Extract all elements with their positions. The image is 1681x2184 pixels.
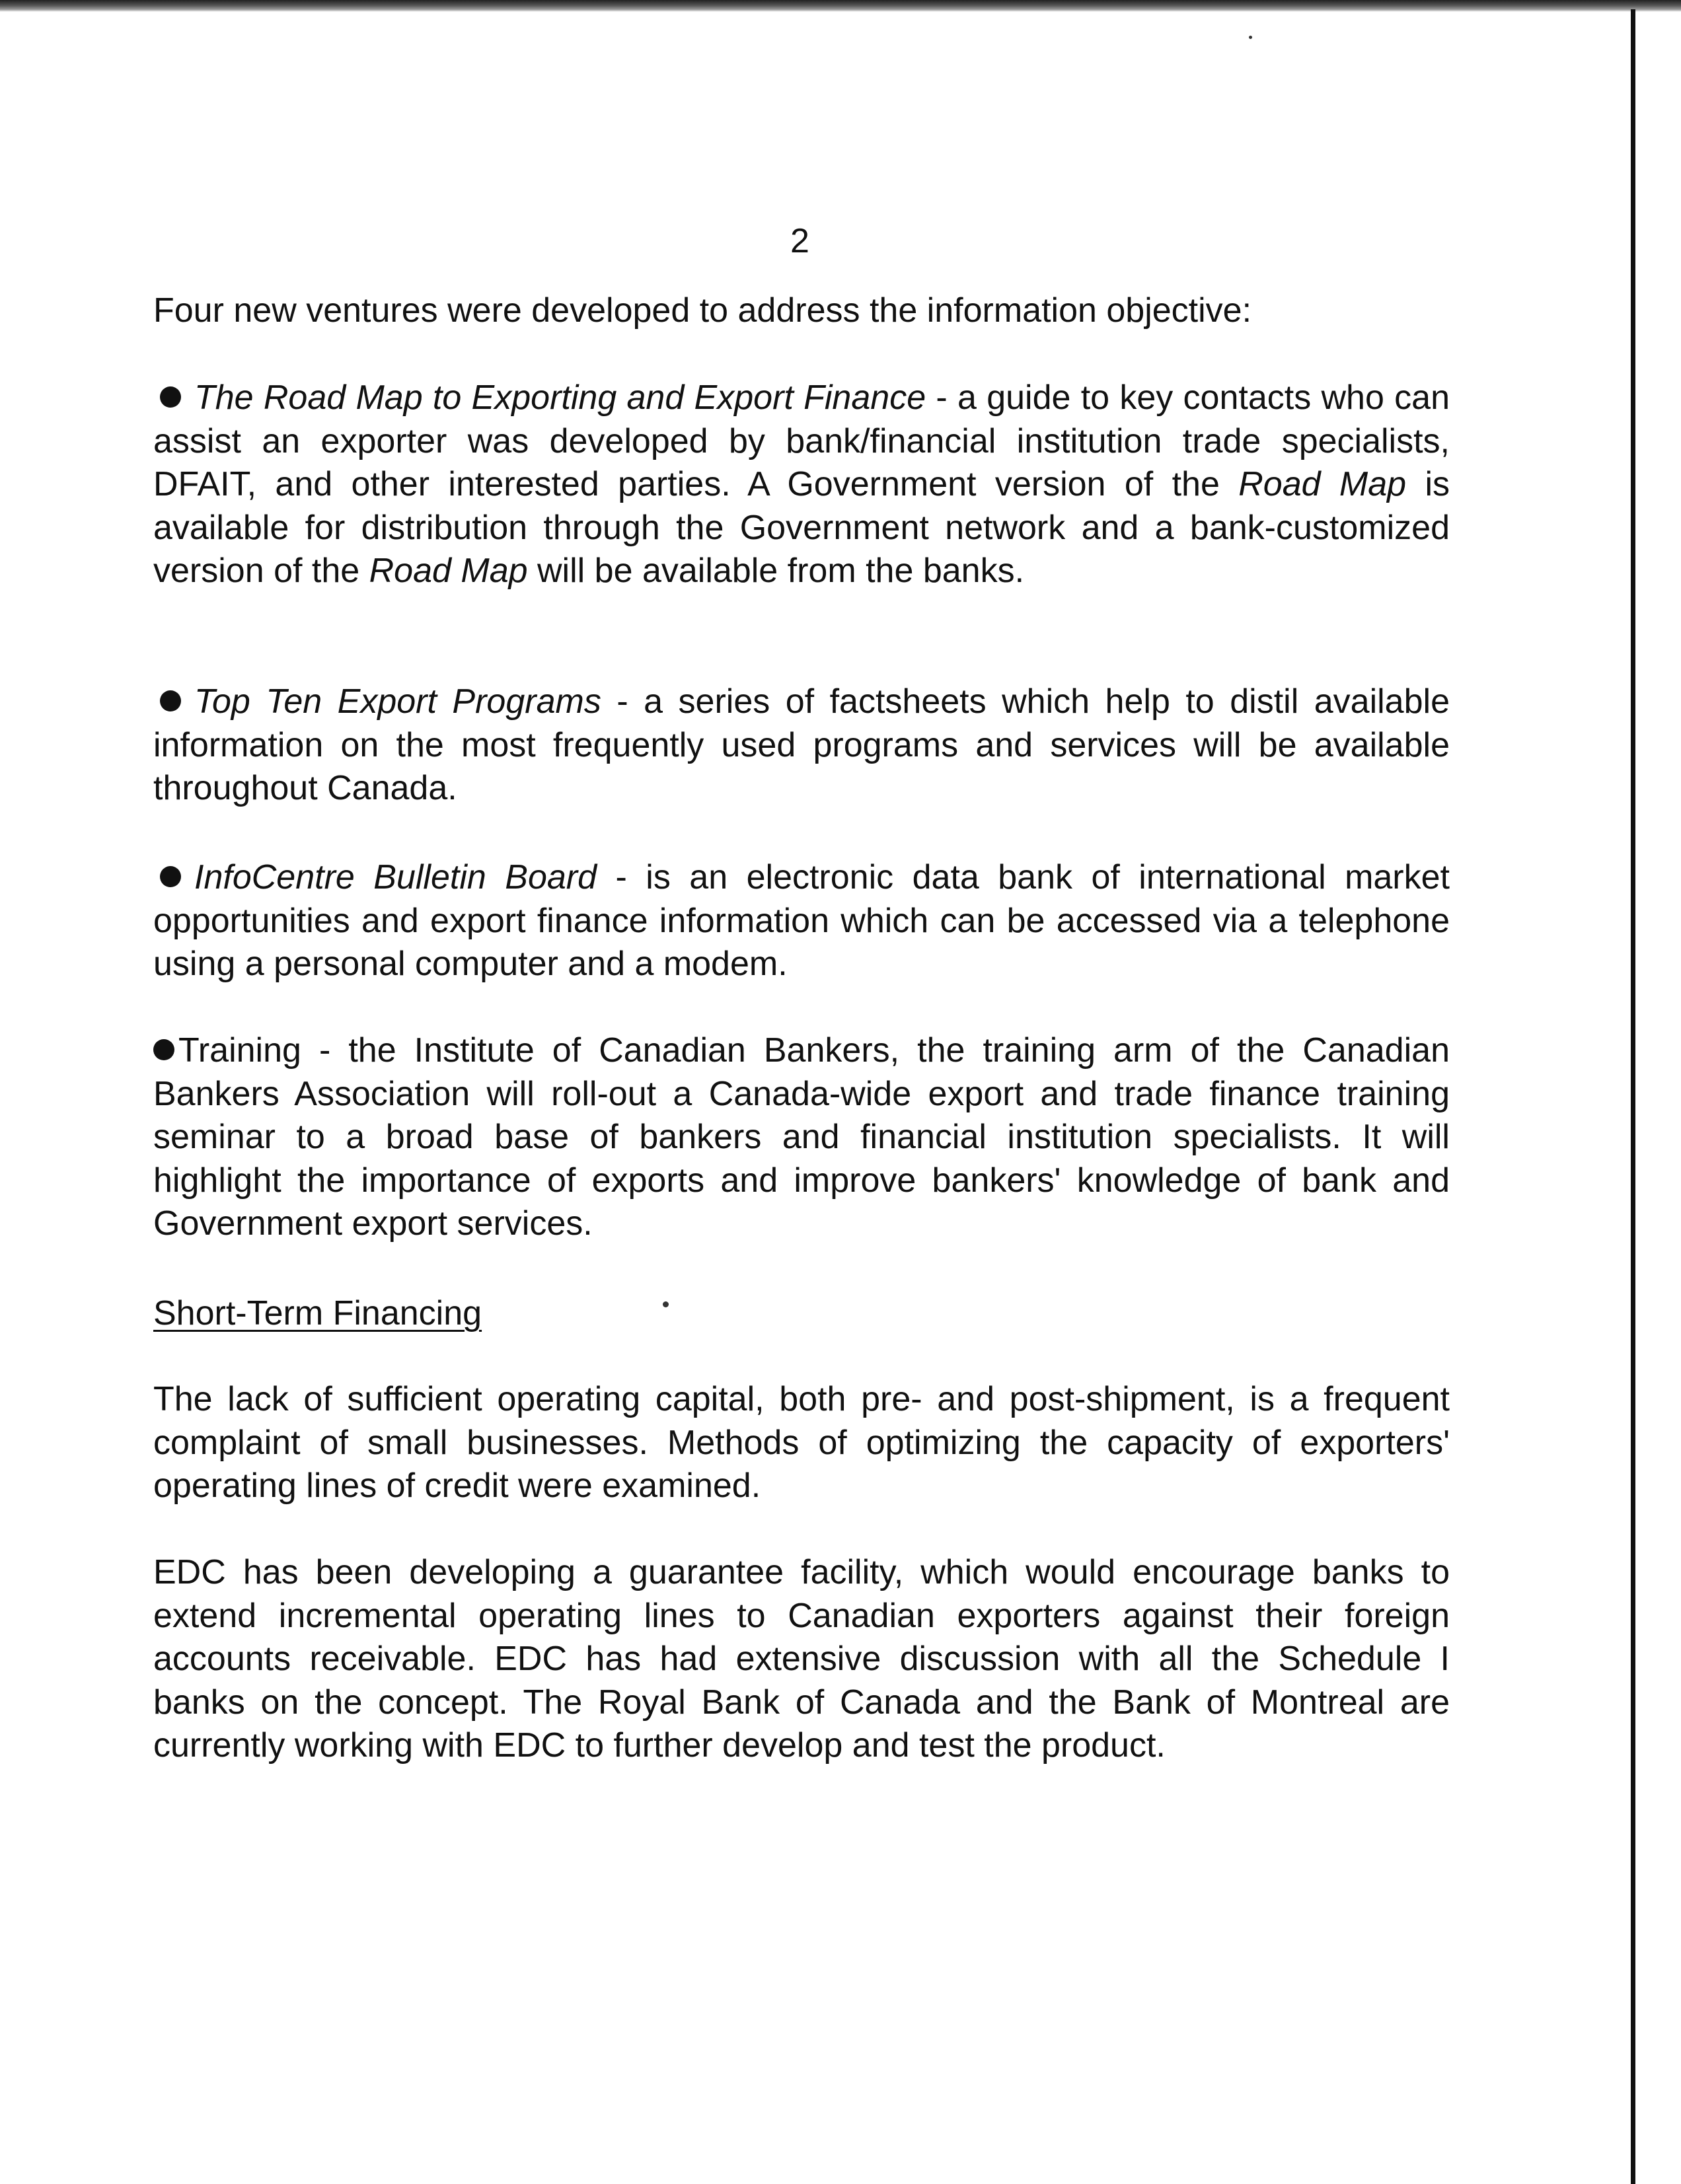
bullet-training: Training - the Institute of Canadian Bankers, the training arm of the Canadian Bankers Association will roll-out a Canada-wide export and trade finance training seminar to a broad base of bankers and financial institution specialists. It will highlight the importance of exports and improve bankers' knowledge of bank and Government export services. xyxy=(153,1031,1450,1243)
paragraph-edc-guarantee: EDC has been developing a guarantee facility, which would encourage banks to extend incremental operating lines to Canadian exporters against their foreign accounts receivable. EDC has had extensive discussion with all the Schedule I banks on the concept. The Royal Bank of Canada and the Bank of Montreal are currently working with EDC to further develop and test the product. xyxy=(153,1553,1450,1765)
scan-edge-right xyxy=(1631,9,1635,2184)
bullet-title: Top Ten Export Programs xyxy=(194,682,601,721)
section-heading: Short-Term Financing xyxy=(153,1294,482,1332)
intro-paragraph: Four new ventures were developed to address the information objective: xyxy=(153,291,1252,330)
scan-speck xyxy=(1249,36,1252,39)
bullet-icon xyxy=(153,1039,174,1060)
bullet-title: The Road Map to Exporting and Export Finance xyxy=(194,379,926,417)
paragraph-operating-capital: The lack of sufficient operating capital, both pre- and post-shipment, is a frequent complaint of small businesses. Methods of optimizing the capacity of exporters' operating lines of credit were examined. xyxy=(153,1380,1450,1505)
scan-edge-top xyxy=(0,0,1681,12)
bullet-infocentre: InfoCentre Bulletin Board - is an electronic data bank of international market opportunities and export finance information which can be accessed via a telephone using a personal computer and a modem. xyxy=(153,858,1450,983)
page-number: 2 xyxy=(790,222,809,260)
bullet-icon xyxy=(160,386,181,408)
bullet-title: Training xyxy=(178,1031,301,1070)
scan-speck xyxy=(663,1301,669,1307)
bullet-top-ten: Top Ten Export Programs - a series of factsheets which help to distil available information on the most frequently used programs and services will be available throughout Canada. xyxy=(153,682,1450,807)
bullet-icon xyxy=(160,866,181,887)
bullet-title: InfoCentre Bulletin Board xyxy=(194,858,597,896)
bullet-road-map: The Road Map to Exporting and Export Finance - a guide to key contacts who can assist an exporter was developed by bank/financial institution trade specialists, DFAIT, and other interested parties. A Government version of the Road Map is available for distribution through the Government network and a bank-customized version of the Road Map will be available from the banks. xyxy=(153,379,1450,590)
bullet-icon xyxy=(160,690,181,711)
